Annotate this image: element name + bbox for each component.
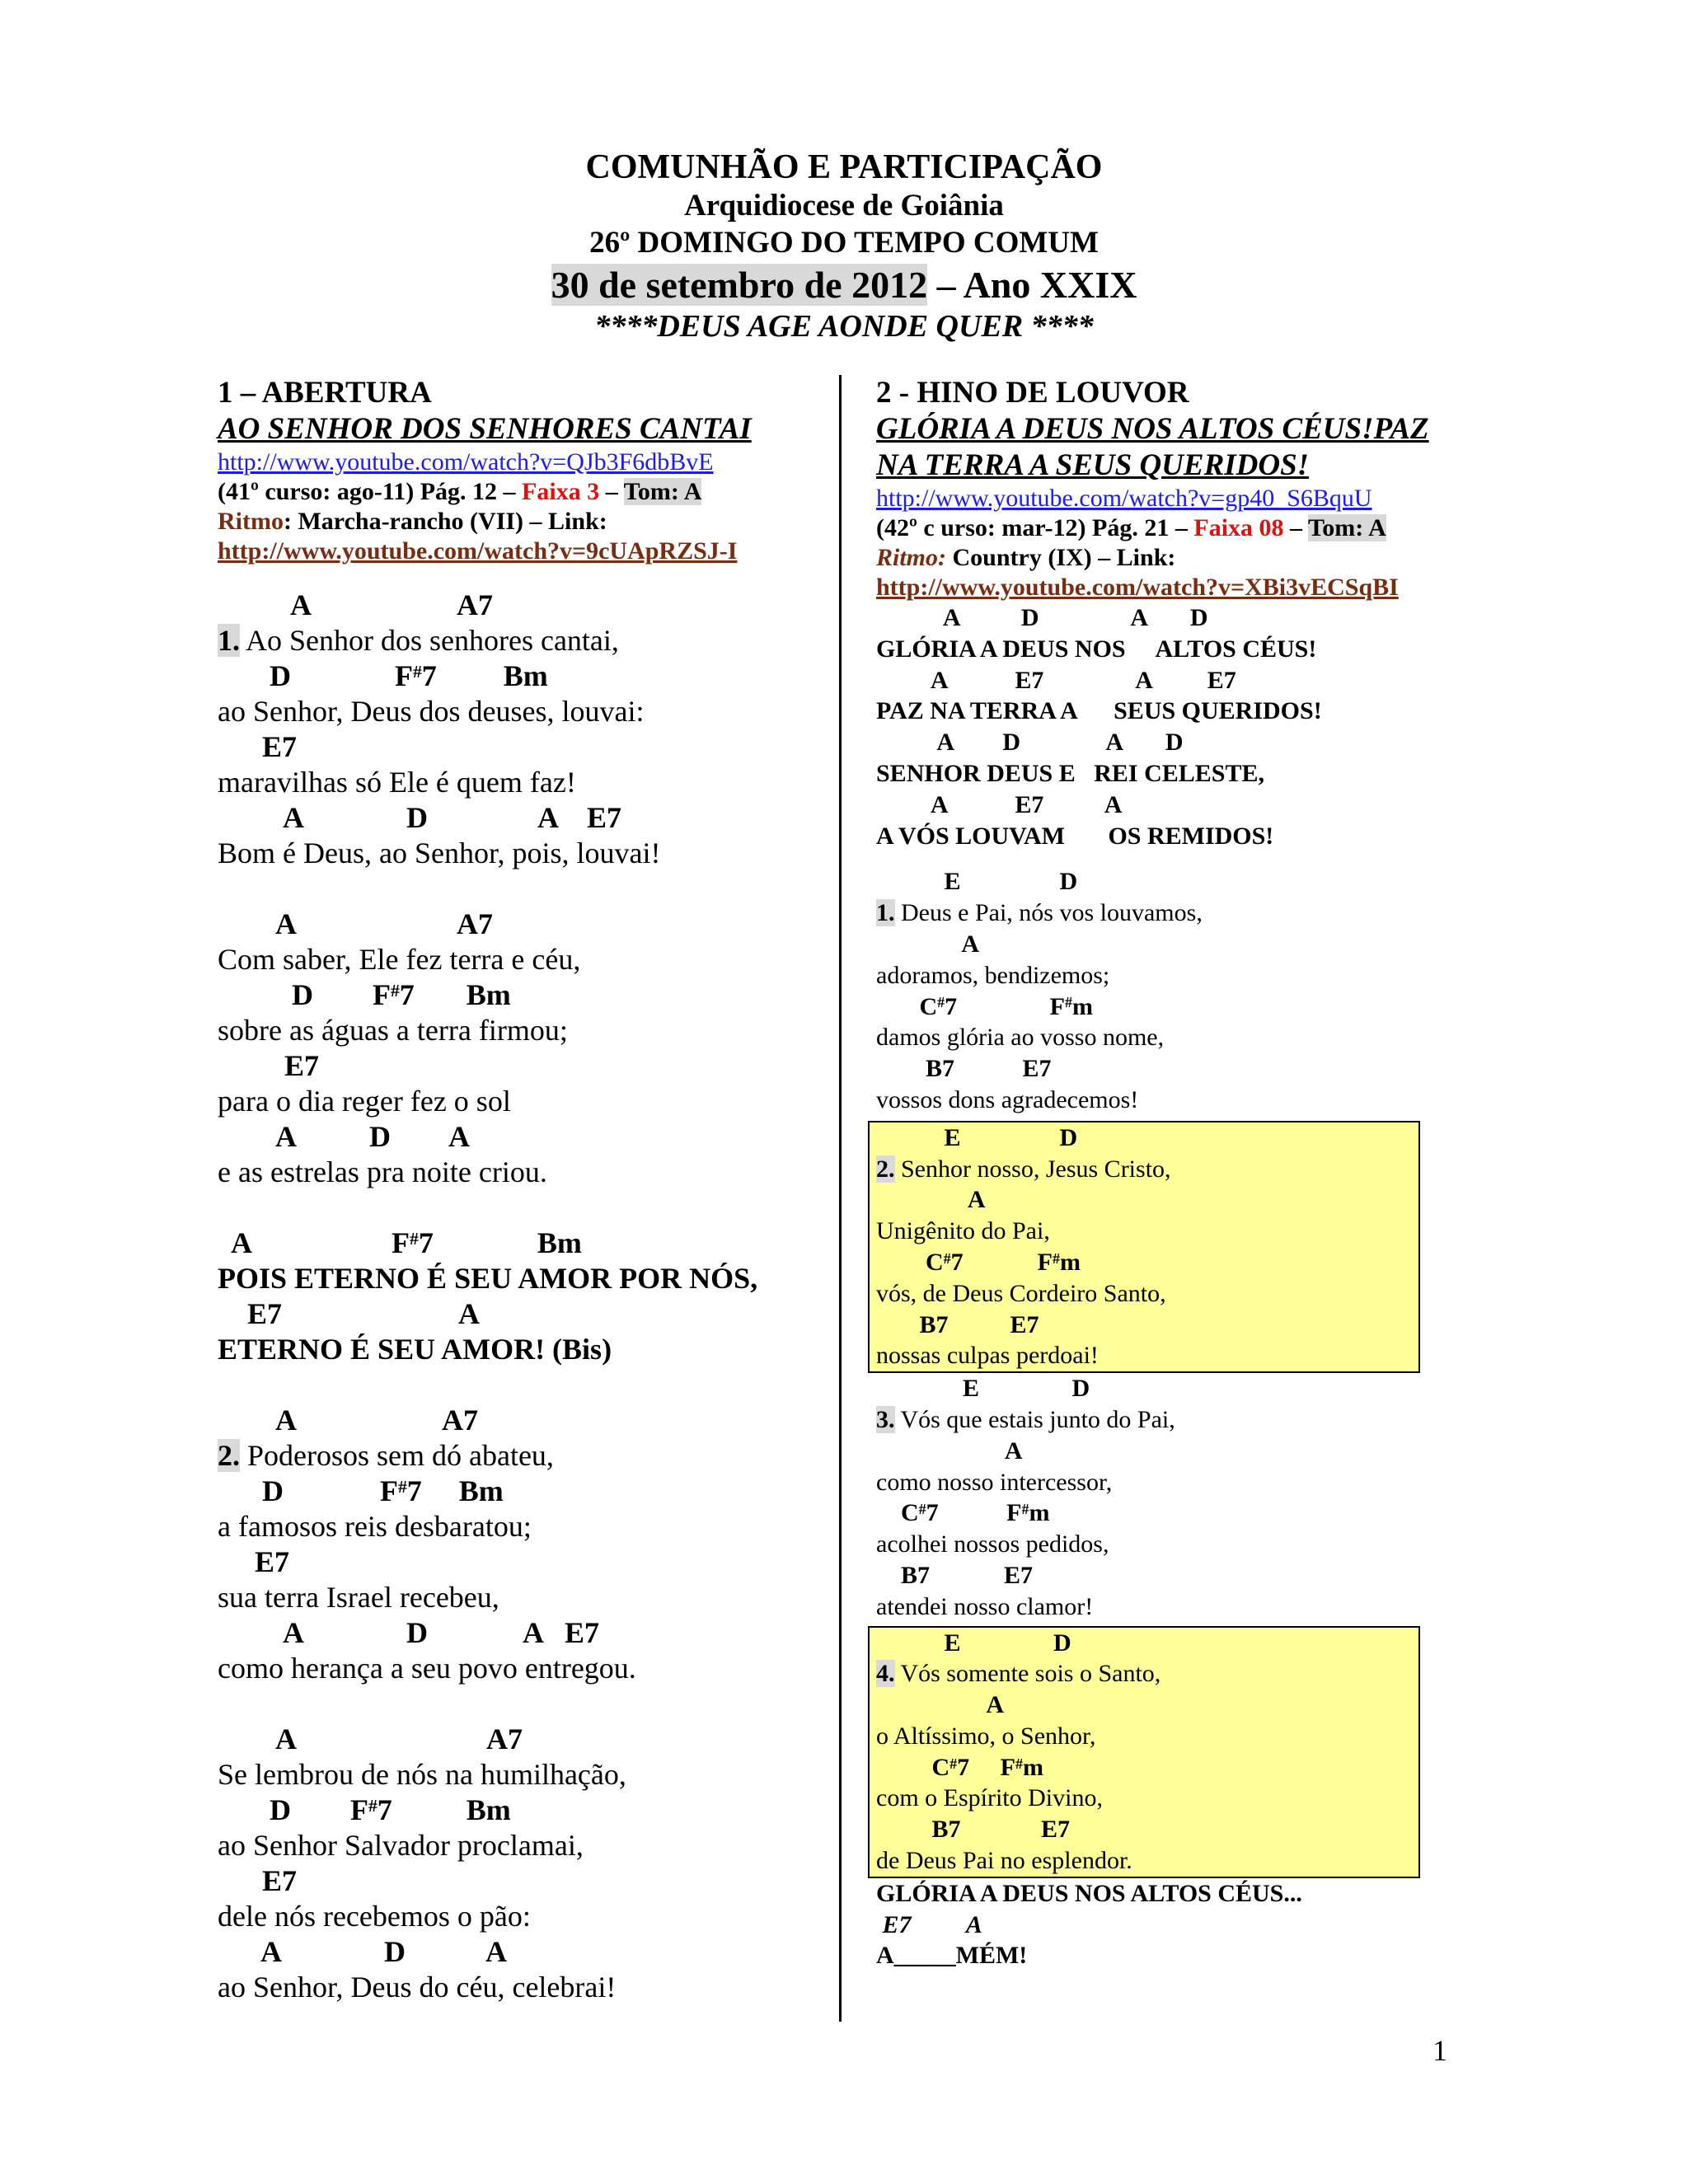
- archdiocese: Arquidiocese de Goiânia: [684, 189, 1004, 223]
- chord-line: E7: [218, 1864, 298, 1897]
- lyric-text: Vós que estais junto do Pai,: [894, 1405, 1175, 1433]
- lyric-line: Unigênito do Pai,: [876, 1217, 1050, 1245]
- verse-box-4: [868, 1626, 1420, 1878]
- ritmo-value: : Marcha-rancho (VII) – Link:: [283, 508, 607, 535]
- section-title-hino: 2 - HINO DE LOUVOR: [876, 376, 1189, 410]
- amen-line: A_____MÉM!: [876, 1942, 1028, 1970]
- chord-text: m: [1060, 1248, 1081, 1276]
- date-line: [0, 262, 1688, 308]
- lyric-line: [876, 898, 1470, 929]
- lyric-text: Poderosos sem dó abateu,: [240, 1439, 554, 1472]
- chord-line: E7 A: [218, 1297, 481, 1330]
- chord-text: C: [876, 1753, 950, 1781]
- chord-text: A F: [218, 1226, 410, 1259]
- right-column: [876, 375, 1470, 1971]
- meta-text: (42º c urso: mar-12) Pág. 21 –: [876, 514, 1194, 541]
- meta-text: (41º curso: ago-11) Pág. 12 –: [218, 478, 523, 505]
- spacer: [876, 851, 1470, 866]
- chord-text: C: [876, 1499, 919, 1527]
- youtube-link-3[interactable]: http://www.youtube.com/watch?v=gp40_S6BquU: [876, 485, 1372, 512]
- sharp-sign: #: [1015, 1755, 1023, 1772]
- faixa-label: Faixa 08: [1193, 514, 1284, 541]
- chord-line: A D A: [218, 1120, 471, 1153]
- song-title-right-2: NA TERRA A SEUS QUERIDOS!: [876, 448, 1310, 482]
- chord-line: E D: [876, 1375, 1090, 1403]
- chord-line: E D: [876, 868, 1078, 896]
- chord-line: A: [876, 1186, 986, 1214]
- sharp-sign: #: [410, 1229, 419, 1249]
- chord-line: [218, 1226, 828, 1261]
- verse-number: 1.: [876, 899, 895, 927]
- refrain-line: GLÓRIA A DEUS NOS ALTOS CÉUS...: [876, 1879, 1302, 1907]
- chord-line: E D: [876, 1629, 1071, 1657]
- sharp-sign: #: [1021, 1501, 1029, 1518]
- song-meta-left-1: [218, 477, 828, 507]
- verse-number: 1.: [218, 624, 240, 657]
- chord-text: 7 Bm: [421, 659, 548, 692]
- lyric-line: como nosso intercessor,: [876, 1468, 1113, 1496]
- chord-text: 7 F: [957, 1753, 1015, 1781]
- sunday-title: 26º DOMINGO DO TEMPO COMUM: [589, 226, 1099, 260]
- theme-text: DEUS AGE AONDE QUER: [657, 309, 1024, 344]
- chord-line: A E7 A E7: [876, 666, 1236, 694]
- spacer: [218, 1367, 828, 1403]
- lyric-line: adoramos, bendizemos;: [876, 961, 1110, 989]
- chord-line: [218, 658, 828, 694]
- chord-text: C: [876, 992, 938, 1020]
- chord-line: E7: [218, 730, 298, 763]
- tom-label: Tom: A: [1308, 514, 1386, 541]
- chord-line: A A7: [218, 1722, 523, 1755]
- stars-left: ****: [594, 309, 658, 344]
- lyric-line: como herança a seu povo entregou.: [218, 1652, 636, 1685]
- spacer: [218, 871, 828, 907]
- chord-text: m: [1072, 992, 1093, 1020]
- sharp-sign: #: [937, 994, 945, 1011]
- verse-number: 2.: [876, 1155, 895, 1183]
- year-label: – Ano XXIX: [927, 264, 1137, 306]
- refrain-line: ETERNO É SEU AMOR! (Bis): [218, 1333, 612, 1366]
- lyric-line: e as estrelas pra noite criou.: [218, 1155, 547, 1188]
- refrain-line: A VÓS LOUVAM OS REMIDOS!: [876, 822, 1274, 850]
- chord-text: m: [1029, 1499, 1050, 1527]
- chord-line: [876, 991, 1470, 1023]
- lyric-line: [218, 623, 828, 658]
- lyric-line: [876, 1658, 1412, 1690]
- lyric-line: [876, 1154, 1412, 1185]
- refrain-line: GLÓRIA A DEUS NOS ALTOS CÉUS!: [876, 635, 1317, 663]
- chord-line: B7 E7: [876, 1561, 1034, 1589]
- faixa-label: Faixa 3: [522, 478, 600, 505]
- song-meta-right-1: [876, 513, 1470, 543]
- chord-text: D F: [218, 978, 391, 1011]
- lyric-line: Se lembrou de nós na humilhação,: [218, 1758, 626, 1791]
- sharp-sign: #: [918, 1501, 926, 1518]
- spacer: [218, 1686, 828, 1722]
- verse-number: 4.: [876, 1660, 895, 1688]
- stars-right: ****: [1023, 309, 1094, 344]
- sharp-sign: #: [950, 1755, 958, 1772]
- lyric-line: a famosos reis desbaratou;: [218, 1510, 532, 1543]
- refrain-line: SENHOR DEUS E REI CELESTE,: [876, 759, 1264, 787]
- chord-text: 7 Bm: [418, 1226, 582, 1259]
- verse-number: 3.: [876, 1405, 895, 1433]
- chord-text: 7 Bm: [377, 1793, 511, 1826]
- chord-line: A: [876, 1691, 1005, 1719]
- sharp-sign: #: [1065, 994, 1072, 1011]
- sharp-sign: #: [413, 662, 422, 682]
- left-column: [218, 375, 828, 2005]
- lyric-line: ao Senhor Salvador proclamai,: [218, 1829, 584, 1862]
- chord-line: [876, 1752, 1412, 1783]
- lyric-line: vossos dons agradecemos!: [876, 1085, 1139, 1113]
- lyric-line: [218, 1438, 828, 1474]
- chord-line: A D A D: [876, 729, 1184, 757]
- lyric-line: acolhei nossos pedidos,: [876, 1530, 1109, 1558]
- chord-line: A A7: [218, 588, 494, 621]
- sharp-sign: #: [391, 981, 400, 1001]
- lyric-text: Senhor nosso, Jesus Cristo,: [894, 1155, 1171, 1183]
- sharp-sign: #: [368, 1796, 377, 1816]
- chord-line: A D A D: [876, 604, 1208, 631]
- date-highlight: 30 de setembro de 2012: [551, 264, 928, 306]
- sharp-sign: #: [398, 1477, 407, 1497]
- chord-line: [218, 977, 828, 1013]
- lyric-line: com o Espírito Divino,: [876, 1784, 1103, 1812]
- chord-line: [218, 1474, 828, 1509]
- chord-line: B7 E7: [876, 1055, 1052, 1083]
- document-header: [0, 147, 1688, 344]
- lyric-line: damos glória ao vosso nome,: [876, 1024, 1165, 1052]
- section-title-abertura: 1 – ABERTURA: [218, 376, 432, 410]
- chord-line: A A7: [218, 907, 494, 940]
- verse-number: 2.: [218, 1439, 240, 1472]
- lyric-text: Deus e Pai, nós vos louvamos,: [894, 899, 1203, 927]
- chord-line: E7: [218, 1545, 290, 1578]
- chord-text: 7 F: [945, 992, 1065, 1020]
- chord-text: 7 F: [950, 1248, 1053, 1276]
- lyric-line: atendei nosso clamor!: [876, 1592, 1094, 1620]
- chord-line: A: [876, 1436, 1023, 1465]
- tom-label: Tom: A: [623, 478, 702, 505]
- lyric-line: para o dia reger fez o sol: [218, 1085, 511, 1118]
- lyric-line: nossas culpas perdoai!: [876, 1342, 1099, 1370]
- chord-text: 7 Bm: [406, 1474, 504, 1507]
- meta-sep: –: [599, 478, 624, 505]
- refrain-line: PAZ NA TERRA A SEUS QUERIDOS!: [876, 697, 1322, 725]
- chord-line: A D A: [218, 1935, 508, 1968]
- lyric-line: o Altíssimo, o Senhor,: [876, 1722, 1096, 1750]
- youtube-link-2[interactable]: http://www.youtube.com/watch?v=9cUApRZSJ-I: [218, 537, 738, 565]
- lyric-line: ao Senhor, Deus dos deuses, louvai:: [218, 695, 645, 728]
- verse-box-2: [868, 1121, 1420, 1373]
- chord-text: D F: [218, 1474, 398, 1507]
- song-meta-right-2: [876, 543, 1470, 573]
- ritmo-label: Ritmo: [218, 508, 284, 535]
- chord-line: A A7: [218, 1404, 479, 1436]
- column-divider: [839, 375, 842, 2022]
- chord-line: B7 E7: [876, 1816, 1071, 1844]
- chord-text: C: [876, 1248, 944, 1276]
- lyric-line: sua terra Israel recebeu,: [218, 1581, 499, 1614]
- lyric-line: Bom é Deus, ao Senhor, pois, louvai!: [218, 837, 661, 869]
- chord-line: [218, 1793, 828, 1828]
- refrain-line: POIS ETERNO É SEU AMOR POR NÓS,: [218, 1262, 758, 1295]
- chord-line: A E7 A: [876, 790, 1123, 818]
- sharp-sign: #: [1053, 1249, 1060, 1267]
- song-title-left: AO SENHOR DOS SENHORES CANTAI: [218, 412, 752, 446]
- chord-line: [876, 1497, 1470, 1529]
- lyric-line: de Deus Pai no esplendor.: [876, 1847, 1132, 1875]
- chord-text: m: [1023, 1753, 1043, 1781]
- chord-text: 7 F: [926, 1499, 1022, 1527]
- ritmo-label: Ritmo:: [876, 544, 947, 571]
- lyric-line: Com saber, Ele fez terra e céu,: [218, 943, 581, 976]
- meta-sep: –: [1283, 514, 1309, 541]
- lyric-line: vós, de Deus Cordeiro Santo,: [876, 1279, 1166, 1307]
- chord-line: A D A E7: [218, 1616, 600, 1649]
- spacer: [218, 1190, 828, 1226]
- lyric-line: sobre as águas a terra firmou;: [218, 1014, 568, 1047]
- chord-text: D F: [218, 659, 413, 692]
- song-title-right-1: GLÓRIA A DEUS NOS ALTOS CÉUS!PAZ: [876, 412, 1429, 446]
- chord-line: B7 E7: [876, 1310, 1039, 1338]
- chord-line: E7 A: [876, 1910, 982, 1938]
- youtube-link-4[interactable]: http://www.youtube.com/watch?v=XBi3vECSqBI: [876, 574, 1399, 601]
- lyric-text: Vós somente sois o Santo,: [894, 1660, 1161, 1688]
- chord-line: [876, 1247, 1412, 1278]
- chord-text: 7 Bm: [399, 978, 511, 1011]
- ritmo-value: Country (IX) – Link:: [946, 544, 1176, 571]
- theme-line: [0, 308, 1688, 344]
- sharp-sign: #: [943, 1249, 951, 1267]
- chord-line: A: [876, 930, 980, 958]
- lyric-line: ao Senhor, Deus do céu, celebrai!: [218, 1971, 617, 2004]
- chord-line: A D A E7: [218, 801, 622, 834]
- chord-text: D F: [218, 1793, 368, 1826]
- song-meta-left-2: [218, 507, 828, 537]
- main-title: COMUNHÃO E PARTICIPAÇÃO: [585, 148, 1103, 186]
- chord-line: E D: [876, 1123, 1078, 1151]
- song-left-body: [218, 588, 828, 2005]
- page-number: 1: [1432, 2034, 1447, 2067]
- lyric-line: maravilhas só Ele é quem faz!: [218, 766, 576, 799]
- lyric-line: dele nós recebemos o pão:: [218, 1900, 531, 1933]
- song-right-body: [876, 602, 1470, 1971]
- lyric-text: Ao Senhor dos senhores cantai,: [240, 624, 619, 657]
- chord-line: E7: [218, 1049, 320, 1082]
- lyric-line: [876, 1404, 1470, 1436]
- youtube-link-1[interactable]: http://www.youtube.com/watch?v=QJb3F6dbBvE: [218, 448, 714, 476]
